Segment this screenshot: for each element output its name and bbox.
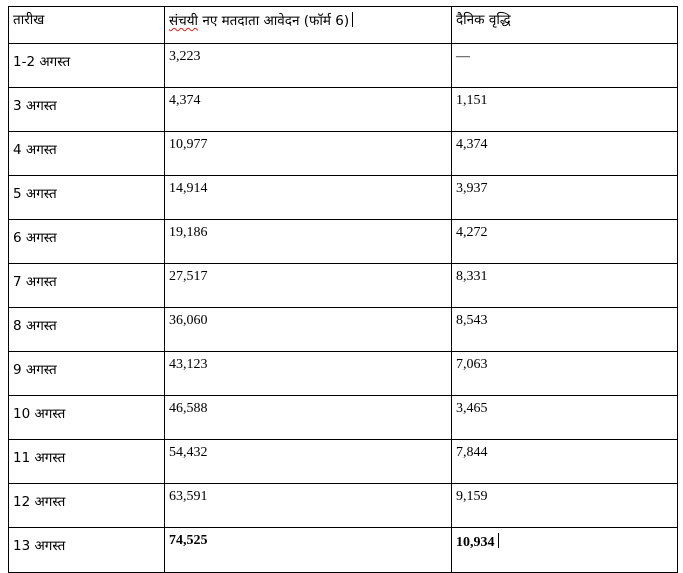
cell-applications[interactable]: [165, 440, 452, 484]
cell-date[interactable]: [9, 484, 165, 528]
header-date[interactable]: [9, 7, 165, 44]
cell-applications[interactable]: [165, 352, 452, 396]
table-row: [9, 308, 678, 352]
table-header-row: [9, 7, 678, 44]
applications-text: 19,186: [169, 225, 208, 240]
cell-date[interactable]: [9, 308, 165, 352]
applications-text: 10,977: [169, 137, 208, 152]
header-date-label: तारीख: [13, 12, 45, 28]
cell-growth[interactable]: [452, 308, 678, 352]
cell-date[interactable]: [9, 176, 165, 220]
cell-growth[interactable]: [452, 264, 678, 308]
date-text: 4 अगस्त: [13, 142, 57, 158]
cell-growth[interactable]: [452, 352, 678, 396]
cell-date[interactable]: [9, 440, 165, 484]
table-row: [9, 440, 678, 484]
date-text: 12 अगस्त: [13, 494, 66, 510]
applications-text: 74,525: [169, 533, 208, 548]
cell-date[interactable]: [9, 352, 165, 396]
cell-growth[interactable]: [452, 44, 678, 88]
growth-text: 4,272: [456, 225, 488, 240]
text-cursor: [498, 533, 499, 548]
cell-applications[interactable]: [165, 528, 452, 573]
cell-applications[interactable]: [165, 396, 452, 440]
date-text: 9 अगस्त: [13, 362, 57, 378]
growth-text: 4,374: [456, 137, 488, 152]
cell-date[interactable]: [9, 396, 165, 440]
cell-applications[interactable]: [165, 264, 452, 308]
header-applications-misspelled-word: संचयी: [169, 13, 199, 29]
cell-applications[interactable]: [165, 88, 452, 132]
voter-applications-table: [8, 6, 678, 573]
applications-text: 3,223: [169, 49, 201, 64]
growth-text: 3,465: [456, 401, 488, 416]
cell-growth[interactable]: [452, 484, 678, 528]
cell-applications[interactable]: [165, 132, 452, 176]
header-applications-label: नए मतदाता आवेदन (फॉर्म 6): [198, 13, 350, 29]
applications-text: 54,432: [169, 445, 208, 460]
growth-text: 3,937: [456, 181, 488, 196]
table-row: [9, 220, 678, 264]
applications-text: 14,914: [169, 181, 208, 196]
table-row: [9, 132, 678, 176]
cell-date[interactable]: [9, 264, 165, 308]
date-text: 7 अगस्त: [13, 274, 57, 290]
table-row: [9, 528, 678, 573]
applications-text: 27,517: [169, 269, 208, 284]
table-row: [9, 176, 678, 220]
applications-text: 63,591: [169, 489, 208, 504]
date-text: 11 अगस्त: [13, 450, 66, 466]
date-text: 13 अगस्त: [13, 538, 66, 554]
cell-applications[interactable]: [165, 308, 452, 352]
date-text: 5 अगस्त: [13, 186, 57, 202]
text-cursor: [352, 12, 353, 27]
growth-text: 10,934: [456, 535, 495, 550]
growth-text: 1,151: [456, 93, 488, 108]
table-row: [9, 352, 678, 396]
cell-applications[interactable]: [165, 484, 452, 528]
date-text: 6 अगस्त: [13, 230, 57, 246]
header-growth-label: दैनिक वृद्धि: [456, 12, 511, 28]
cell-date[interactable]: [9, 528, 165, 573]
table-row: [9, 88, 678, 132]
date-text: 1-2 अगस्त: [13, 54, 71, 70]
cell-growth[interactable]: [452, 88, 678, 132]
growth-text: 8,331: [456, 269, 488, 284]
cell-applications[interactable]: [165, 220, 452, 264]
growth-text: 7,844: [456, 445, 488, 460]
applications-text: 36,060: [169, 313, 208, 328]
cell-date[interactable]: [9, 88, 165, 132]
table-row: [9, 44, 678, 88]
applications-text: 43,123: [169, 357, 208, 372]
cell-growth[interactable]: [452, 440, 678, 484]
date-text: 8 अगस्त: [13, 318, 57, 334]
cell-growth[interactable]: [452, 132, 678, 176]
header-applications[interactable]: [165, 7, 452, 44]
cell-applications[interactable]: [165, 176, 452, 220]
growth-text: 7,063: [456, 357, 488, 372]
growth-text: —: [456, 49, 470, 64]
applications-text: 46,588: [169, 401, 208, 416]
cell-growth[interactable]: [452, 176, 678, 220]
applications-text: 4,374: [169, 93, 201, 108]
table-row: [9, 484, 678, 528]
date-text: 3 अगस्त: [13, 98, 57, 114]
header-growth[interactable]: [452, 7, 678, 44]
cell-date[interactable]: [9, 44, 165, 88]
table-row: [9, 396, 678, 440]
cell-date[interactable]: [9, 132, 165, 176]
growth-text: 9,159: [456, 489, 488, 504]
date-text: 10 अगस्त: [13, 406, 66, 422]
table-row: [9, 264, 678, 308]
cell-date[interactable]: [9, 220, 165, 264]
cell-growth[interactable]: [452, 220, 678, 264]
cell-applications[interactable]: [165, 44, 452, 88]
cell-growth[interactable]: [452, 528, 678, 573]
cell-growth[interactable]: [452, 396, 678, 440]
growth-text: 8,543: [456, 313, 488, 328]
